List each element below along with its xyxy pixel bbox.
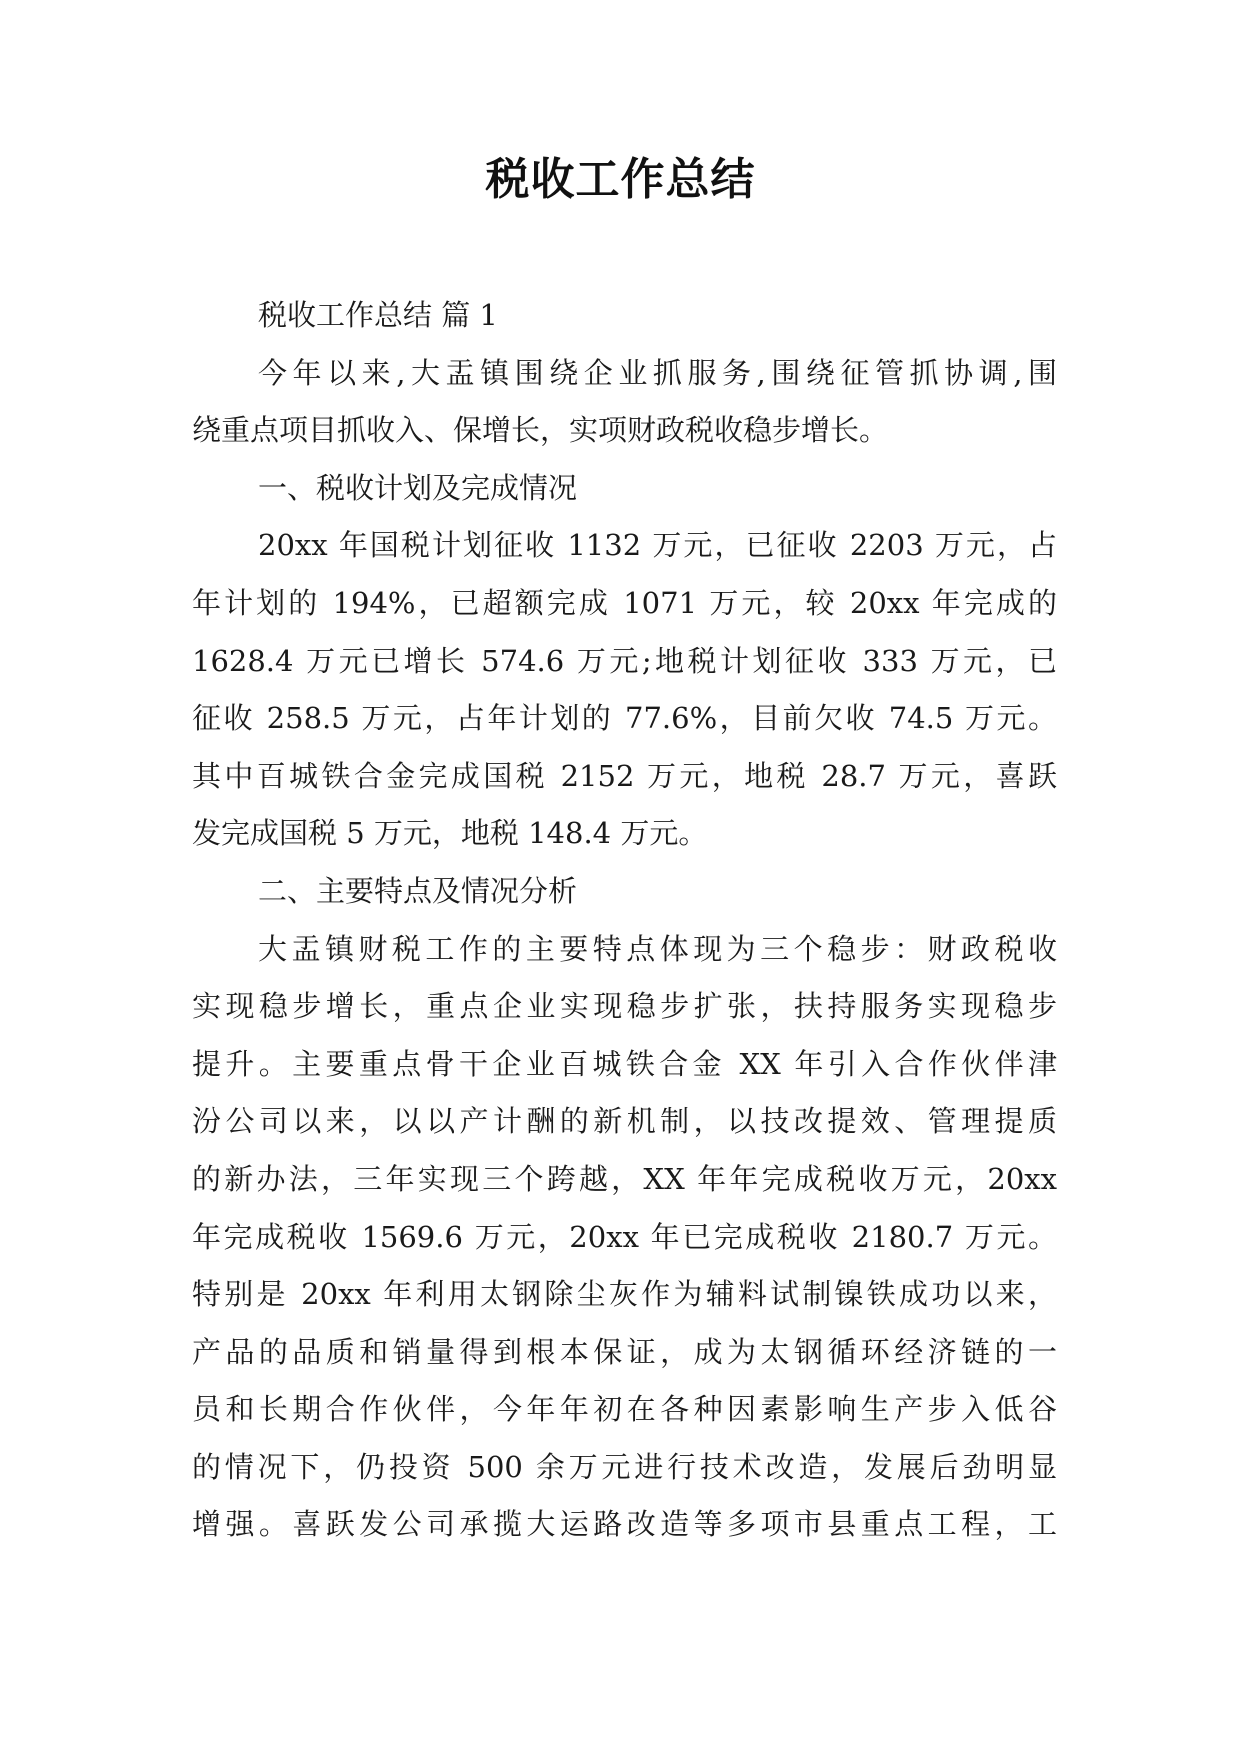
text-line: 20xx 年国税计划征收 1132 万元，已征收 2203 万元，占 [258,528,1057,563]
text-line: 年计划的 194%，已超额完成 1071 万元，较 20xx 年完成的 [192,585,1057,620]
text-line: 征收 258.5 万元，占年计划的 77.6%，目前欠收 74.5 万元。 [192,701,1057,736]
text-line: 一、税收计划及完成情况 [258,470,578,505]
text-line: 提升。主要重点骨干企业百城铁合金 XX 年引入合作伙伴津 [192,1046,1057,1081]
text-line: 年完成税收 1569.6 万元，20xx 年已完成税收 2180.7 万元。 [192,1219,1057,1254]
text-line: 今年以来,大盂镇围绕企业抓服务,围绕征管抓协调,围 [258,355,1057,390]
text-line: 员和长期合作伙伴，今年年初在各种因素影响生产步入低谷 [192,1392,1057,1427]
document-title: 税收工作总结 [485,154,756,205]
text-line: 税收工作总结 篇 1 [258,298,498,332]
text-line: 汾公司以来，以以产计酬的新机制，以技改提效、管理提质 [192,1104,1057,1139]
document-body [192,287,1057,1554]
text-line: 1628.4 万元已增长 574.6 万元;地税计划征收 333 万元，已 [192,643,1057,678]
text-line: 的新办法，三年实现三个跨越，XX 年年完成税收万元，20xx [192,1161,1057,1196]
text-line: 二、主要特点及情况分析 [258,873,578,908]
text-line: 绕重点项目抓收入、保增长，实项财政税收稳步增长。 [192,413,889,448]
text-line: 实现稳步增长，重点企业实现稳步扩张，扶持服务实现稳步 [192,989,1057,1024]
text-line: 大盂镇财税工作的主要特点体现为三个稳步：财政税收 [258,931,1057,966]
text-line: 发完成国税 5 万元，地税 148.4 万元。 [192,816,708,851]
text-line: 特别是 20xx 年利用太钢除尘灰作为辅料试制镍铁成功以来， [192,1277,1057,1312]
text-line: 其中百城铁合金完成国税 2152 万元，地税 28.7 万元，喜跃 [192,758,1057,793]
text-line: 产品的品质和销量得到根本保证，成为太钢循环经济链的一 [192,1334,1057,1369]
text-line: 的情况下，仍投资 500 余万元进行技术改造，发展后劲明显 [192,1449,1057,1484]
text-line: 增强。喜跃发公司承揽大运路改造等多项市县重点工程，工 [192,1507,1057,1542]
